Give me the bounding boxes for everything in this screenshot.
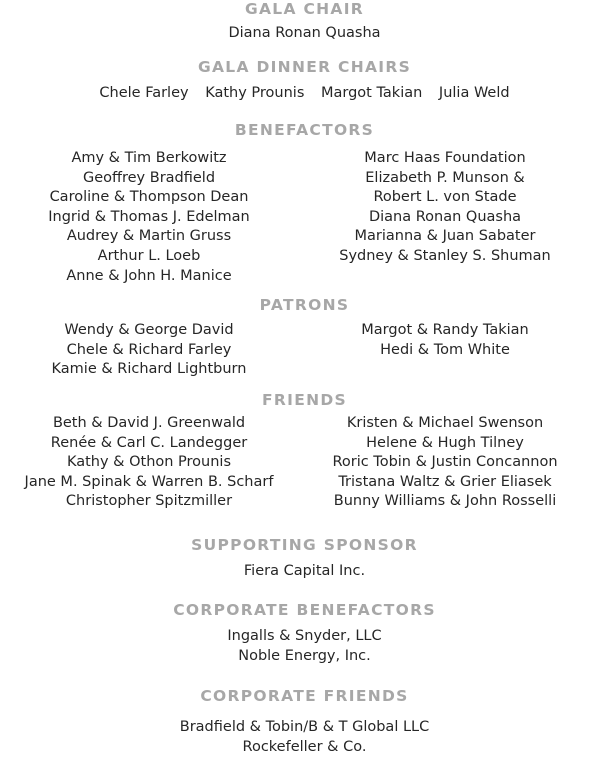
friend-name: Kathy & Othon Prounis (66, 454, 232, 471)
corporate-benefactors-heading: CORPORATE BENEFACTORS (173, 601, 436, 619)
friends-right-column (298, 414, 592, 512)
friend-name: Kristen & Michael Swenson (346, 415, 544, 431)
patron-name: Margot & Randy Takian (361, 322, 529, 338)
benefactor-name: Diana Ronan Quasha (368, 208, 522, 225)
friend-name: Jane M. Spinak & Warren B. Scharf (24, 473, 274, 490)
friend-name: Tristana Waltz & Grier Eliasek (338, 473, 552, 490)
gala-dinner-chairs-list (0, 84, 609, 103)
benefactor-name: Robert L. von Stade (373, 189, 517, 206)
dinner-chair-name: Julia Weld (438, 85, 510, 101)
patrons-heading: PATRONS (259, 296, 350, 314)
corporate-friend-name: Bradfield & Tobin/B & T Global LLC (179, 719, 430, 735)
benefactor-name: Sydney & Stanley S. Shuman (339, 247, 551, 264)
corporate-friend-name: Rockefeller & Co. (242, 739, 367, 755)
dinner-chair-name: Kathy Prounis (205, 85, 305, 101)
benefactor-name: Amy & Tim Berkowitz (71, 150, 227, 166)
corporate-friends-heading: CORPORATE FRIENDS (200, 687, 409, 705)
benefactor-name: Geoffrey Bradfield (82, 169, 216, 186)
friend-name: Helene & Hugh Tilney (366, 434, 524, 451)
patron-name: Wendy & George David (64, 322, 234, 338)
friend-name: Christopher Spitzmiller (65, 493, 233, 510)
dinner-chair-name: Margot Takian (320, 85, 423, 101)
supporting-sponsor-heading: SUPPORTING SPONSOR (191, 536, 418, 554)
friend-name: Bunny Williams & John Rosselli (333, 493, 557, 510)
patron-name: Kamie & Richard Lightburn (51, 361, 247, 378)
patron-name: Chele & Richard Farley (66, 341, 232, 358)
dinner-chair-name: Chele Farley (99, 85, 189, 101)
friend-name: Beth & David J. Greenwald (52, 415, 246, 431)
friends-left-column (0, 414, 298, 512)
benefactors-right-column (298, 149, 592, 267)
benefactors-left-column (0, 149, 298, 286)
gala-dinner-chairs-heading: GALA DINNER CHAIRS (197, 58, 412, 76)
benefactor-name: Marc Haas Foundation (364, 150, 526, 166)
benefactor-name: Audrey & Martin Gruss (66, 228, 232, 245)
patrons-right-column (298, 321, 592, 360)
gala-chair-name: Diana Ronan Quasha (228, 25, 381, 41)
friend-name: Renée & Carl C. Landegger (50, 434, 248, 451)
benefactor-name: Arthur L. Loeb (97, 247, 201, 264)
gala-chair-heading: GALA CHAIR (244, 0, 365, 18)
patrons-left-column (0, 321, 298, 380)
benefactor-name: Anne & John H. Manice (66, 267, 232, 284)
corporate-benefactor-name: Noble Energy, Inc. (238, 648, 371, 664)
benefactors-heading: BENEFACTORS (234, 121, 375, 139)
supporting-sponsor-name: Fiera Capital Inc. (243, 563, 366, 579)
patron-name: Hedi & Tom White (380, 341, 510, 358)
friend-name: Roric Tobin & Justin Concannon (332, 454, 558, 471)
friends-heading: FRIENDS (262, 391, 347, 409)
corporate-benefactor-name: Ingalls & Snyder, LLC (227, 628, 382, 644)
benefactor-name: Elizabeth P. Munson & (365, 169, 525, 186)
benefactor-name: Caroline & Thompson Dean (49, 189, 249, 206)
benefactor-name: Ingrid & Thomas J. Edelman (48, 208, 250, 225)
benefactor-name: Marianna & Juan Sabater (354, 228, 536, 245)
